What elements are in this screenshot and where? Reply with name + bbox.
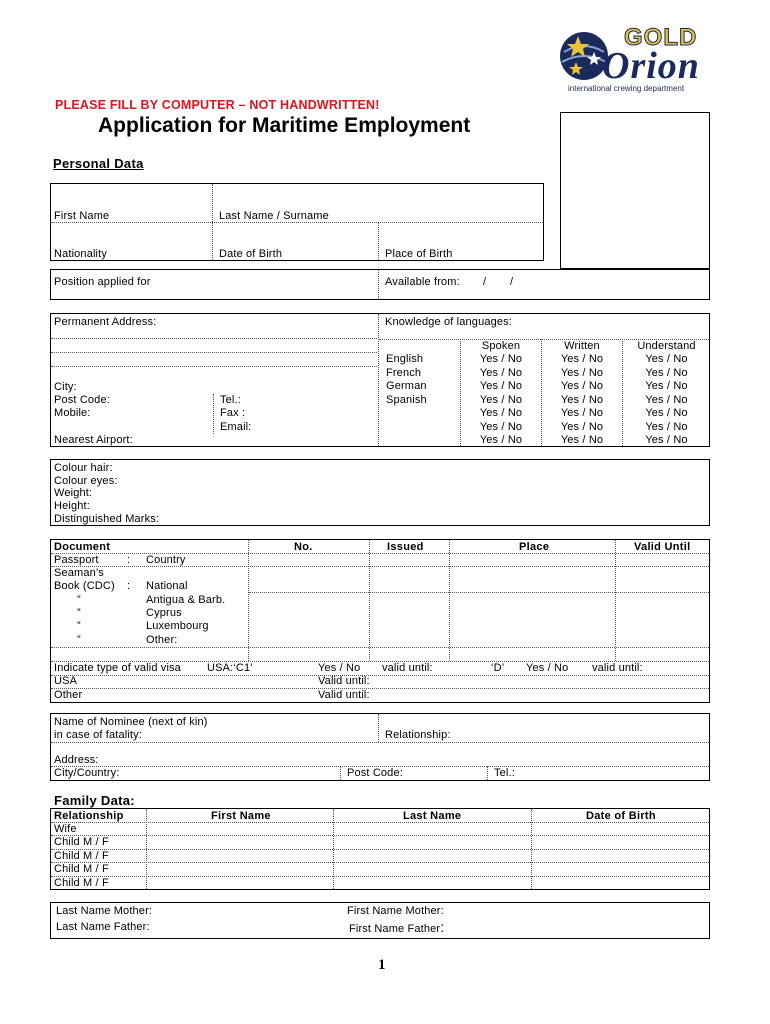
doc-header-document: Document <box>54 541 111 553</box>
lang-option[interactable]: Yes / No <box>560 421 604 433</box>
first-name-father-label: First Name Father: <box>349 919 445 935</box>
passport-colon: : <box>127 554 131 566</box>
lang-col-written: Written <box>564 340 600 352</box>
last-name-father-label: Last Name Father: <box>56 921 150 933</box>
last-name-mother-label: Last Name Mother: <box>56 905 153 917</box>
visa-usa-label: USA <box>54 675 78 687</box>
height-label: Height: <box>54 500 90 512</box>
page-number: 1 <box>378 957 386 973</box>
visa-d-yes-no[interactable]: Yes / No <box>526 662 569 674</box>
visa-d-valid-until: valid until: <box>592 662 643 674</box>
city-label: City: <box>54 381 77 393</box>
date-slash-1: / <box>483 276 487 288</box>
visa-indicate-label: Indicate type of valid visa <box>54 662 181 674</box>
photo-box[interactable] <box>560 112 710 269</box>
visa-other-label: Other <box>54 689 83 701</box>
cdc-type-antigua: Antigua & Barb. <box>146 594 226 606</box>
seamans-book-colon: : <box>127 580 131 592</box>
family-header-first-name: First Name <box>211 810 271 822</box>
passport-country-label: Country <box>146 554 186 566</box>
visa-c1-valid-until: valid until: <box>382 662 433 674</box>
ditto-mark: ” <box>77 607 81 619</box>
lang-option[interactable]: Yes / No <box>645 421 688 433</box>
visa-usa-valid-until: Valid until: <box>318 675 370 687</box>
visa-usa-c1-label: USA:‘C1’ <box>207 662 253 674</box>
family-header-relationship: Relationship <box>54 810 124 822</box>
seamans-book-label-1: Seaman’s <box>54 567 104 579</box>
lang-option[interactable]: Yes / No <box>479 367 523 379</box>
fax-label: Fax : <box>220 407 246 419</box>
cdc-type-cyprus: Cyprus <box>146 607 182 619</box>
nominee-city-country-label: City/Country: <box>54 767 120 779</box>
section-family-heading: Family Data: <box>54 793 135 808</box>
visa-other-valid-until: Valid until: <box>318 689 370 701</box>
date-of-birth-label: Date of Birth <box>219 248 283 260</box>
lang-option[interactable]: Yes / No <box>645 367 688 379</box>
passport-label: Passport <box>54 554 99 566</box>
lang-option[interactable]: Yes / No <box>645 407 688 419</box>
mobile-label: Mobile: <box>54 407 91 419</box>
nominee-tel-label: Tel.: <box>494 767 515 779</box>
logo-word-orion: Orion <box>602 45 700 87</box>
lang-option[interactable]: Yes / No <box>479 394 523 406</box>
distinguished-marks-label: Distinguished Marks: <box>54 513 160 525</box>
nominee-relationship-label: Relationship: <box>385 729 451 741</box>
colour-hair-label: Colour hair: <box>54 462 113 474</box>
lang-option[interactable]: Yes / No <box>479 407 523 419</box>
position-applied-label: Position applied for <box>54 276 151 288</box>
date-slash-2: / <box>510 276 514 288</box>
email-label: Email: <box>220 421 252 433</box>
last-name-label: Last Name / Surname <box>219 210 329 222</box>
weight-label: Weight: <box>54 487 93 499</box>
lang-col-spoken: Spoken <box>481 340 521 352</box>
visa-c1-yes-no[interactable]: Yes / No <box>318 662 361 674</box>
section-personal-heading: Personal Data <box>53 156 144 171</box>
doc-header-no: No. <box>294 541 313 553</box>
nominee-address-label: Address: <box>54 754 99 766</box>
company-logo <box>556 22 726 98</box>
cdc-type-national: National <box>146 580 188 592</box>
lang-spanish: Spanish <box>386 394 427 406</box>
lang-option[interactable]: Yes / No <box>645 380 688 392</box>
colour-eyes-label: Colour eyes: <box>54 475 118 487</box>
nominee-label-2: in case of fatality: <box>54 729 142 741</box>
first-name-mother-label: First Name Mother: <box>347 905 444 917</box>
nationality-label: Nationality <box>54 248 108 260</box>
family-header-last-name: Last Name <box>403 810 462 822</box>
first-name-label: First Name <box>54 210 110 222</box>
ditto-mark: ” <box>77 594 81 606</box>
lang-option[interactable]: Yes / No <box>479 380 523 392</box>
doc-header-place: Place <box>519 541 550 553</box>
lang-option[interactable]: Yes / No <box>645 394 688 406</box>
permanent-address-label: Permanent Address: <box>54 316 157 328</box>
logo-word-gold: GOLD <box>624 24 698 51</box>
lang-option[interactable]: Yes / No <box>560 353 604 365</box>
lang-option[interactable]: Yes / No <box>560 394 604 406</box>
family-row-child: Child M / F <box>54 877 109 889</box>
logo-tagline: international crewing department <box>568 84 685 93</box>
family-row-child: Child M / F <box>54 863 109 875</box>
available-from-label: Available from: <box>385 276 460 288</box>
lang-option[interactable]: Yes / No <box>645 353 688 365</box>
lang-option[interactable]: Yes / No <box>560 380 604 392</box>
family-header-dob: Date of Birth <box>586 810 656 822</box>
notice-text: PLEASE FILL BY COMPUTER – NOT HANDWRITTEN! <box>55 98 380 112</box>
family-row-child: Child M / F <box>54 850 109 862</box>
ditto-mark: ” <box>77 620 81 632</box>
doc-header-issued: Issued <box>387 541 424 553</box>
lang-option[interactable]: Yes / No <box>479 421 523 433</box>
languages-heading: Knowledge of languages: <box>385 316 512 328</box>
nearest-airport-label: Nearest Airport: <box>54 434 133 446</box>
lang-option[interactable]: Yes / No <box>479 353 523 365</box>
lang-option[interactable]: Yes / No <box>560 407 604 419</box>
cdc-type-luxembourg: Luxembourg <box>146 620 209 632</box>
nominee-label-1: Name of Nominee (next of kin) <box>54 716 208 728</box>
lang-option[interactable]: Yes / No <box>645 434 688 446</box>
ditto-mark: ” <box>77 634 81 646</box>
lang-option[interactable]: Yes / No <box>479 434 523 446</box>
lang-german: German <box>386 380 427 392</box>
visa-d-label: ‘D’ <box>491 662 505 674</box>
family-row-child: Child M / F <box>54 836 109 848</box>
cdc-type-other: Other: <box>146 634 178 646</box>
tel-label: Tel.: <box>220 394 241 406</box>
lang-french: French <box>386 367 422 379</box>
nominee-post-code-label: Post Code: <box>347 767 403 779</box>
doc-header-valid-until: Valid Until <box>634 541 691 553</box>
lang-option[interactable]: Yes / No <box>560 434 604 446</box>
family-row-wife: Wife <box>54 823 77 835</box>
lang-col-understand: Understand <box>637 340 696 352</box>
seamans-book-label-2: Book (CDC) <box>54 580 115 592</box>
post-code-label: Post Code: <box>54 394 110 406</box>
lang-option[interactable]: Yes / No <box>560 367 604 379</box>
lang-english: English <box>386 353 424 365</box>
page-title: Application for Maritime Employment <box>98 114 471 137</box>
place-of-birth-label: Place of Birth <box>385 248 453 260</box>
